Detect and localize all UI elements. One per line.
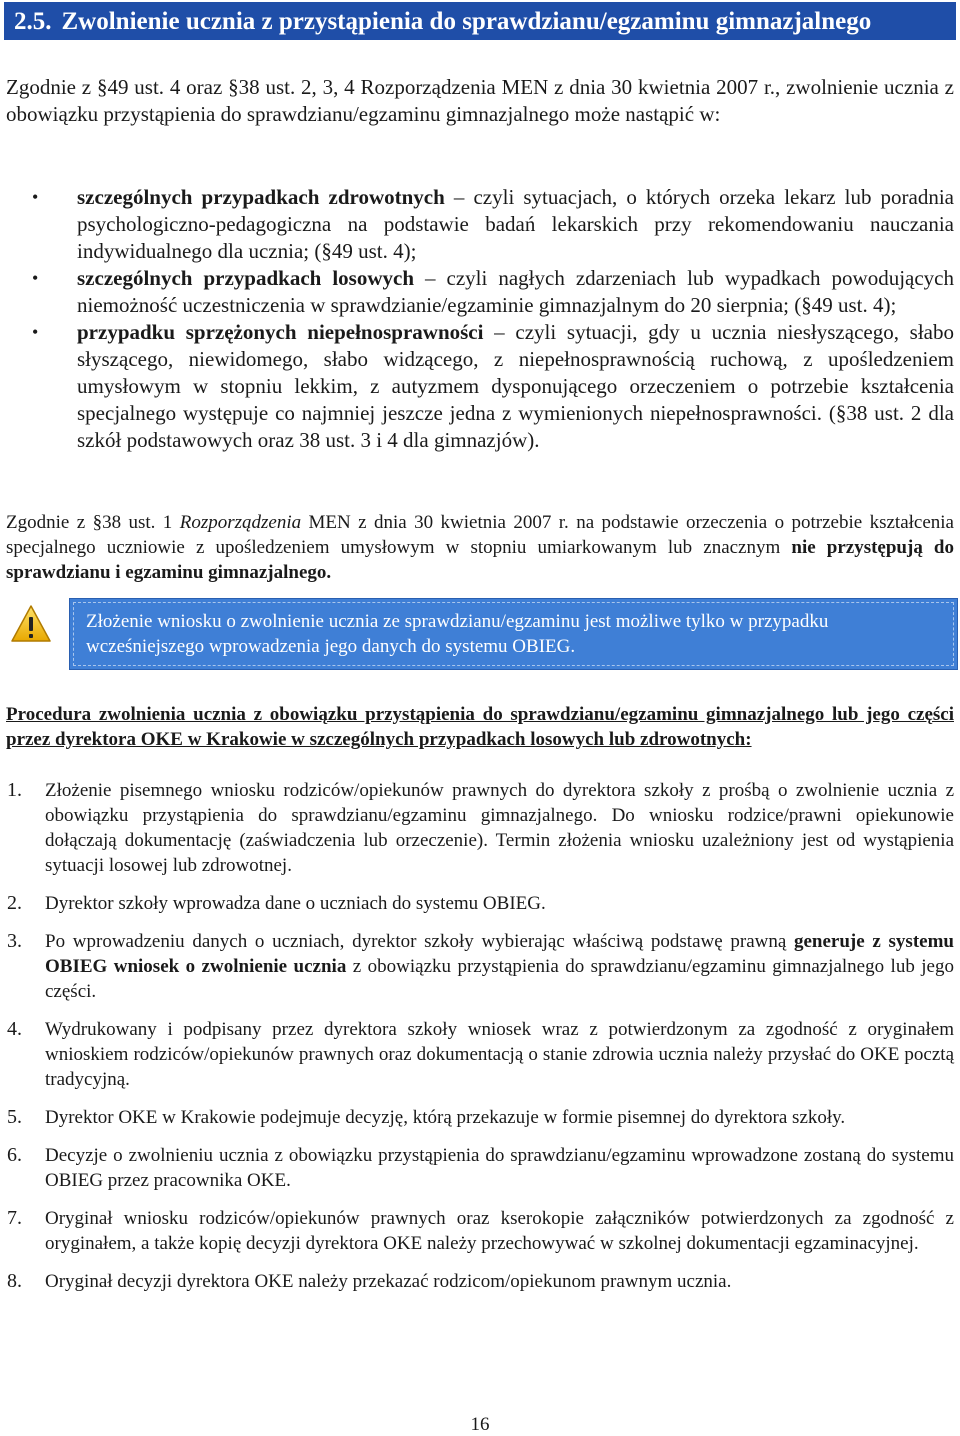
- step-number: 8.: [7, 1270, 22, 1292]
- step-text: Oryginał decyzji dyrektora OKE należy przekazać rodzicom/opiekunom prawnym ucznia.: [45, 1271, 732, 1292]
- note-text: MEN z dnia 30 kwietnia 2007 r. na podstawie orzeczenia o potrzebie kształcenia specjalnego uczniowie z upośledzeniem umysłowym w stopniu umiarkowanym lub znacznym: [6, 512, 954, 558]
- list-item: [7, 1143, 954, 1193]
- note-text: Zgodnie z §38 ust. 1: [6, 512, 180, 533]
- note-bold: nie przystępują do sprawdzianu i egzaminu gimnazjalnego.: [6, 537, 954, 583]
- intro-paragraph: Zgodnie z §49 ust. 4 oraz §38 ust. 2, 3, 4 Rozporządzenia MEN z dnia 30 kwietnia 2007 r., zwolnienie ucznia z obowiązku przystąpienia do sprawdzianu/egzaminu gimnazjalnego może nastąpić w:: [6, 75, 954, 126]
- warning-icon: [10, 604, 52, 644]
- bullet-icon: •: [32, 187, 39, 207]
- procedure-steps: [0, 778, 960, 1294]
- bullet-text: – czyli nagłych zdarzeniach lub wypadkach powodujących niemożność uczestniczenia w sprawdzianie/egzaminie gimnazjalnym do 20 sierpnia; (§49 ust. 4);: [77, 266, 955, 317]
- step-text: Wydrukowany i podpisany przez dyrektora szkoły wniosek wraz z potwierdzonym za zgodność z oryginałem wnioskiem rodziców/opiekunów prawnych oraz dokumentacją o stanie zdrowia ucznia należy przysłać do OKE pocztą tradycyjną.: [45, 1019, 954, 1090]
- step-text: Dyrektor szkoły wprowadza dane o uczniach do systemu OBIEG.: [45, 893, 546, 914]
- section-header: [4, 2, 956, 40]
- info-box-text: Złożenie wniosku o zwolnienie ucznia ze sprawdzianu/egzaminu jest możliwe tylko w przypadku wcześniejszego wprowadzenia jego danych do systemu OBIEG.: [86, 611, 829, 657]
- list-item: [7, 778, 954, 878]
- step-bold: generuje z systemu OBIEG wniosek o zwolnienie ucznia: [45, 931, 954, 977]
- step-number: 7.: [7, 1207, 22, 1229]
- list-item: [7, 1269, 954, 1294]
- section-title: Zwolnienie ucznia z przystąpienia do sprawdzianu/egzaminu gimnazjalnego: [61, 8, 872, 35]
- step-text: z obowiązku przystąpienia do sprawdzianu/egzaminu gimnazjalnego lub jego części.: [45, 956, 954, 1002]
- exemption-list: [0, 184, 960, 454]
- list-item: [32, 265, 955, 319]
- bullet-term: szczególnych przypadkach losowych: [77, 266, 415, 290]
- list-item: [7, 1206, 954, 1256]
- step-text: Po wprowadzeniu danych o uczniach, dyrektor szkoły wybierając właściwą podstawę prawną: [45, 931, 794, 952]
- section-number: 2.5.: [14, 8, 52, 35]
- step-text: Decyzje o zwolnieniu ucznia z obowiązku przystąpienia do sprawdzianu/egzaminu wprowadzone zostaną do systemu OBIEG przez pracownika OKE.: [45, 1145, 954, 1191]
- procedure-title: Procedura zwolnienia ucznia z obowiązku przystąpienia do sprawdzianu/egzaminu gimnazjalnego lub jego części przez dyrektora OKE w Krakowie w szczególnych przypadkach losowych lub zdrowotnych:: [6, 704, 954, 750]
- bullet-term: przypadku sprzężonych niepełnosprawności: [77, 320, 484, 344]
- bullet-term: szczególnych przypadkach zdrowotnych: [77, 185, 445, 209]
- obieg-info-box: [69, 598, 958, 670]
- list-item: [7, 891, 954, 916]
- bullet-icon: •: [32, 268, 39, 288]
- list-item: [7, 1105, 954, 1130]
- bullet-text: – czyli sytuacjach, o których orzeka lekarz lub poradnia psychologiczno-pedagogiczna na podstawie badań lekarskich przy rekomendowaniu nauczania indywidualnego dla ucznia; (§49 ust. 4);: [77, 185, 954, 263]
- step-number: 2.: [7, 892, 22, 914]
- list-item: [7, 929, 954, 1004]
- list-item: [7, 1017, 954, 1092]
- step-number: 4.: [7, 1018, 22, 1040]
- info-box-border: [73, 602, 954, 666]
- page-number: 16: [470, 1414, 490, 1435]
- bullet-text: – czyli sytuacji, gdy u ucznia niesłyszącego, słabo słyszącego, niewidomego, słabo widzącego, z niepełnosprawnością ruchową, z upośledzeniem umysłowym w stopniu lekkim, z autyzmem dysponującego orzeczeniem o potrzebie kształcenia specjalnego występuje co najmniej jeszcze jedna z wymienionych niepełnosprawności. (§38 ust. 2 dla szkół podstawowych oraz 38 ust. 3 i 4 dla gimnazjów).: [77, 320, 955, 452]
- bullet-icon: •: [32, 322, 39, 342]
- note-italic: Rozporządzenia: [179, 512, 302, 533]
- step-text: Złożenie pisemnego wniosku rodziców/opiekunów prawnych do dyrektora szkoły z prośbą o zwolnienie ucznia z obowiązku przystąpienia do sprawdzianu/egzaminu gimnazjalnego. Do wniosku rodzice/prawni opiekunowie dołączają dokumentację (zaświadczenia lub orzeczenie). Termin złożenia wniosku uzależniony jest od wystąpienia sytuacji losowej lub zdrowotnej.: [45, 780, 954, 876]
- step-number: 5.: [7, 1106, 22, 1128]
- list-item: [32, 319, 955, 454]
- list-item: [32, 184, 954, 265]
- step-text: Dyrektor OKE w Krakowie podejmuje decyzję, którą przekazuje w formie pisemnej do dyrektora szkoły.: [45, 1107, 846, 1128]
- step-number: 1.: [7, 779, 22, 801]
- step-number: 6.: [7, 1144, 22, 1166]
- special-needs-note: [6, 510, 954, 585]
- step-text: Oryginał wniosku rodziców/opiekunów prawnych oraz kserokopie załączników potwierdzonych za zgodność z oryginałem, a także kopię decyzji dyrektora OKE należy przechowywać w szkolnej dokumentacji egzaminacyjnej.: [45, 1208, 954, 1254]
- step-number: 3.: [7, 930, 22, 952]
